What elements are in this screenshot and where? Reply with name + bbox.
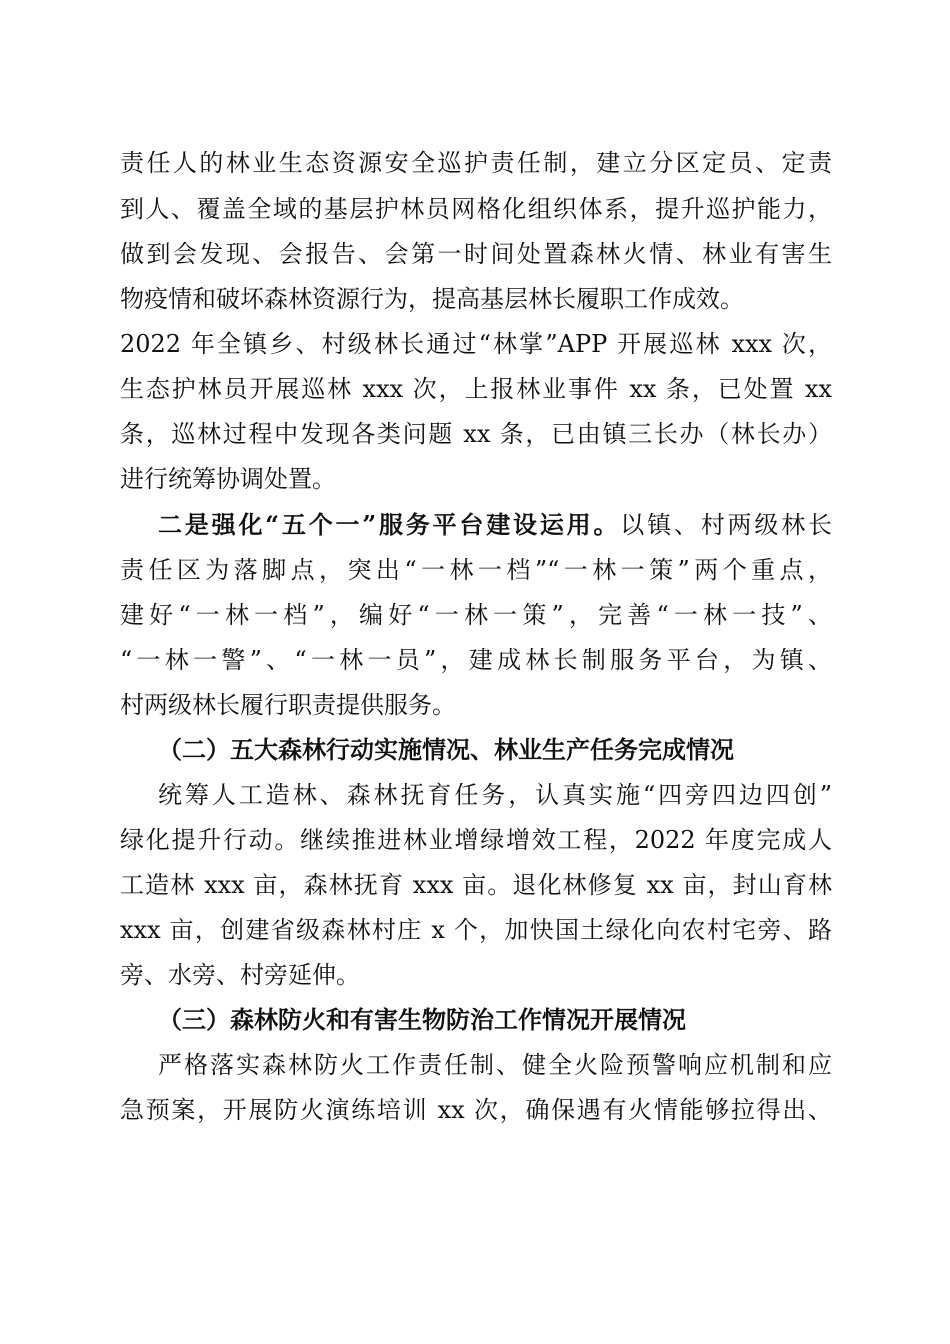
bold-lead-sentence: 二是强化“五个一”服务平台建设运用。 [158,510,621,539]
section-heading: （二）五大森林行动实施情况、林业生产任务完成情况 [158,735,734,764]
body-text-line: 严格落实森林防火工作责任制、健全火险预警响应机制和应 [158,1051,832,1079]
body-text-line: 统筹人工造林、森林抚育任务，认真实施“四旁四边四创” [158,781,832,809]
body-text-line: 进行统筹协调处置。 [120,465,336,493]
body-text-line: xxx 亩，创建省级森林村庄 x 个，加快国土绿化向农村宅旁、路 [120,916,832,944]
body-text-line: 急预案，开展防火演练培训 xx 次，确保遇有火情能够拉得出、 [120,1096,832,1124]
body-text-line: 责任人的林业生态资源安全巡护责任制，建立分区定员、定责 [120,149,832,177]
body-text-line: 物疫情和破坏森林资源行为，提高基层林长履职工作成效。 [120,285,744,313]
body-text-line: 做到会发现、会报告、会第一时间处置森林火情、林业有害生 [120,240,832,268]
body-text-line: 条，巡林过程中发现各类问题 xx 条，已由镇三长办（林长办） [120,420,832,448]
body-text-line: 建好“一林一档”，编好“一林一策”，完善“一林一技”、 [120,601,832,629]
body-text-line: 2022 年全镇乡、村级林长通过“林掌”APP 开展巡林 xxx 次， [120,330,832,358]
body-text-line: 到人、覆盖全域的基层护林员网格化组织体系，提升巡护能力， [120,195,832,223]
body-text-line: 生态护林员开展巡林 xxx 次，上报林业事件 xx 条，已处置 xx [120,375,832,403]
paragraph-lead-line [158,505,832,545]
body-text-line: 绿化提升行动。继续推进林业增绿增效工程，2022 年度完成人 [120,826,832,854]
body-text-line: 责任区为落脚点，突出“一林一档”“一林一策”两个重点， [120,556,832,584]
body-text-line: 村两级林长履行职责提供服务。 [120,691,456,719]
section-heading: （三）森林防火和有害生物防治工作情况开展情况 [158,1005,686,1034]
lead-continuation: 以镇、村两级林长 [620,511,832,539]
body-text-line: “一林一警”、“一林一员”，建成林长制服务平台，为镇、 [120,646,832,674]
body-text-line: 工造林 xxx 亩，森林抚育 xxx 亩。退化林修复 xx 亩，封山育林 [120,871,832,899]
body-text-line: 旁、水旁、村旁延伸。 [120,961,360,989]
